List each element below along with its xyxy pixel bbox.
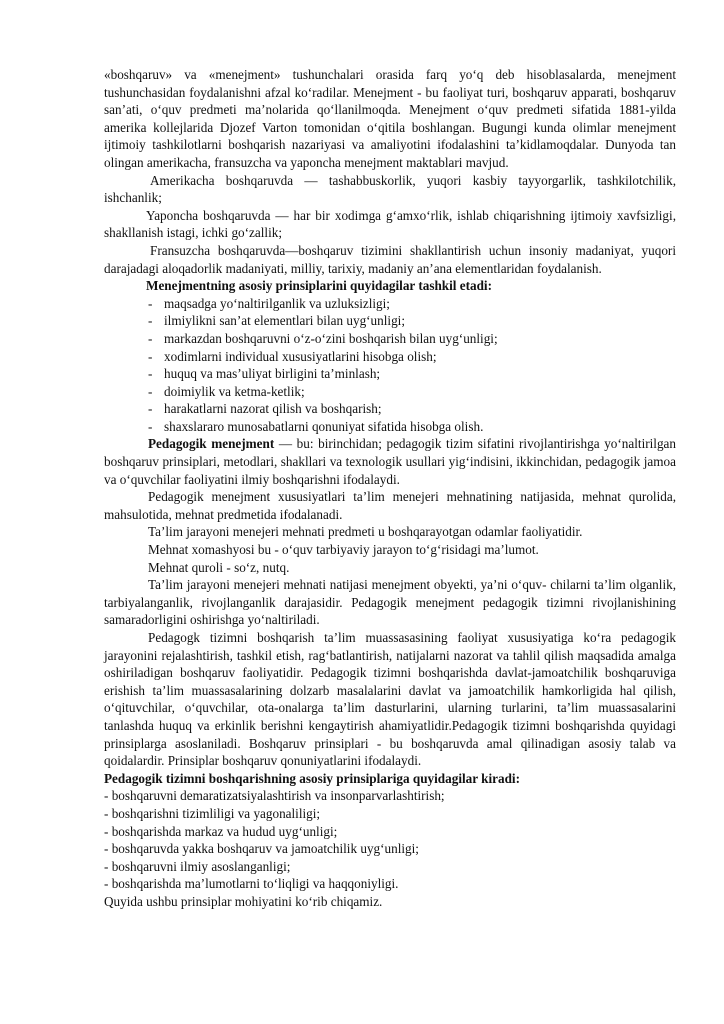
system-principles-list <box>104 787 676 893</box>
list-item: - boshqarishda markaz va hudud uyg‘unligi; <box>104 823 338 839</box>
closing-paragraph: Quyida ushbu prinsiplar mohiyatini ko‘rib chiqamiz. <box>104 893 383 909</box>
japanese-management-paragraph: Yaponcha boshqaruvda — har bir xodimga g‘amxo‘rlik, ishlab chiqarishning ijtimoiy xavfsizligi, shakllanish istagi, ichki go‘zallik; <box>104 207 676 241</box>
list-item: - boshqaruvni ilmiy asoslanganligi; <box>104 858 291 874</box>
system-principles-heading: Pedagogik tizimni boshqarishning asosiy prinsiplariga quyidagilar kiradi: <box>104 770 520 786</box>
list-item: - markazdan boshqaruvni o‘z-o‘zini boshqarish bilan uyg‘unligi; <box>148 330 676 348</box>
principles-heading: Menejmentning asosiy prinsiplarini quyidagilar tashkil etadi: <box>146 278 492 294</box>
list-item: - maqsadga yo‘naltirilganlik va uzluksizligi; <box>148 295 676 313</box>
body-paragraph: Mehnat quroli - so‘z, nutq. <box>148 559 290 575</box>
list-item: - harakatlarni nazorat qilish va boshqarish; <box>148 400 676 418</box>
document-page <box>104 66 676 911</box>
body-paragraph: Pedagogk tizimni boshqarish ta’lim muassasasining faoliyat xususiyatiga ko‘ra pedagogik jarayonini rejalashtirish, tashkil etish, rag‘batlantirish, natijalarni nazorat va tahlil qilish maqsadida amalga oshiriladigan boshqaruv faoliyatidir. Pedagogik tizimni boshqarishda davlat-jamoatchilik boshqaruviga erishish ta’lim muassasalarining dolzarb masalalarini davlat va jamoatchilik hamkorligida hal qilish, o‘qituvchilar, o‘quvchilar, ota-onalarga ta’lim dasturlarini, ularning turlarini, ta’lim muassasalarini tanlashda huquq va erkinlik berishni kengaytirish ahamiyatlidir.Pedagogik tizimni boshqarishda quyidagi prinsiplarga asoslaniladi. Boshqaruv prinsiplari - bu boshqaruvda amal qilinadigan asosiy talab va qoidalardir. Prinsiplar boshqaruv qonuniyatlarini ifodalaydi. <box>104 630 676 769</box>
body-paragraph: Pedagogik menejment xususiyatlari ta’lim menejeri mehnatining natijasida, mehnat qurolida, mahsulotida, mehnat predmetida ifodalanadi. <box>104 489 676 522</box>
body-paragraph: Ta’lim jarayoni menejeri mehnati predmeti u boshqarayotgan odamlar faoliyatidir. <box>148 524 583 540</box>
list-item: - xodimlarni individual xususiyatlarini hisobga olish; <box>148 348 676 366</box>
list-item: - boshqaruvni demaratizatsiyalashtirish va insonparvarlashtirish; <box>104 788 445 804</box>
pedagogical-management-definition-text: — bu: birinchidan; pedagogik tizim sifatini rivojlantirishga yo‘naltirilgan boshqaruv prinsiplari, metodlari, shakllari va texnologik usullari yig‘indisini, ikkinchidan, pedagogik jamoa va o‘quvchilar faoliyatini ilmiy boshqarishni ifodalaydi. <box>104 436 676 487</box>
list-item: - huquq va mas’uliyat birligini ta’minlash; <box>148 365 676 383</box>
list-item: - shaxslararo munosabatlarni qonuniyat sifatida hisobga olish. <box>148 418 676 436</box>
list-item: - boshqarishda ma’lumotlarni to‘liqligi va haqqoniyligi. <box>104 876 399 892</box>
list-item: - boshqaruvda yakka boshqaruv va jamoatchilik uyg‘unligi; <box>104 841 419 857</box>
principles-list <box>104 295 676 436</box>
list-item: - boshqarishni tizimliligi va yagonaliligi; <box>104 805 321 821</box>
body-paragraph: Mehnat xomashyosi bu - o‘quv tarbiyaviy jarayon to‘g‘risidagi ma’lumot. <box>148 542 539 558</box>
list-item: - ilmiylikni san’at elementlari bilan uyg‘unligi; <box>148 312 676 330</box>
list-item: - doimiylik va ketma-ketlik; <box>148 383 676 401</box>
body-paragraph: Ta’lim jarayoni menejeri mehnati natijasi menejment obyekti, ya’ni o‘quv- chilarni ta’lim olganlik, tarbiyalanganlik, rivojlanganlik darajasidir. Pedagogik menejment pedagogik tizimni rivojlanishining samaradorligini oshirishga yo‘naltiriladi. <box>104 577 676 628</box>
intro-paragraph: «boshqaruv» va «menejment» tushunchalari orasida farq yo‘q deb hisoblasalarda, menejment tushunchasidan foydalanishni afzal ko‘radilar. Menejment - bu faoliyat turi, boshqaruv apparati, boshqaruv san’ati, o‘quv predmeti ma’nolarida qo‘llanilmoqda. Menejment o‘quv predmeti sifatida 1881-yilda amerika kollejlarida Djozef Varton tomonidan o‘qitila boshlangan. Bugungi kunda olimlar menejment ijtimoiy tashkilotlarni boshqarish nazariyasi va amaliyotini ifodalashini ta’kidlamoqdalar. Dunyoda tan olingan amerikacha, fransuzcha va yaponcha menejment maktablari mavjud. <box>104 67 676 170</box>
pedagogical-management-term: Pedagogik menejment <box>148 436 275 452</box>
pedagogical-management-definition <box>104 435 676 488</box>
american-management-paragraph: Amerikacha boshqaruvda — tashabbuskorlik, yuqori kasbiy tayyorgarlik, tashkilotchilik, ishchanlik; <box>104 172 676 206</box>
french-management-paragraph: Fransuzcha boshqaruvda—boshqaruv tizimini shakllantirish uchun insoniy madaniyat, yuqori darajadagi aloqadorlik madaniyati, milliy, tarixiy, madaniy an’ana elementlaridan foydalanish. <box>104 242 676 276</box>
